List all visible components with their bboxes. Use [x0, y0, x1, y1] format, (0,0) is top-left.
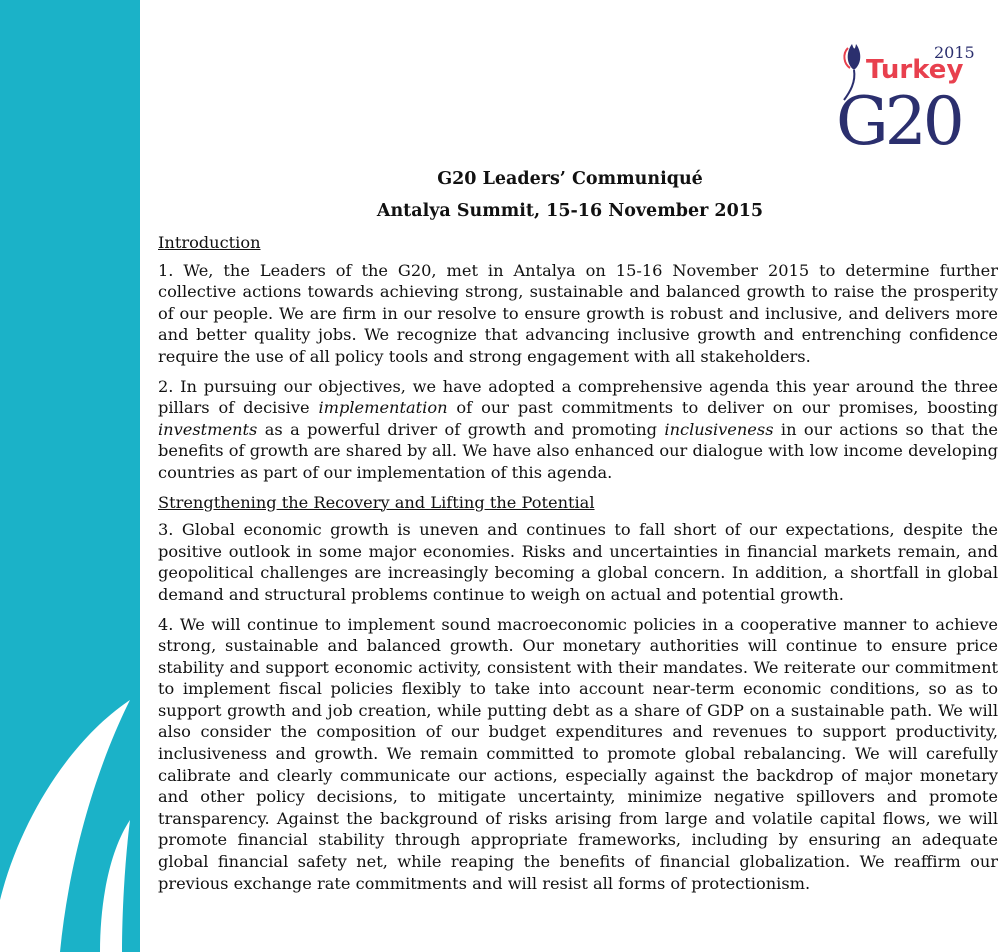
- document-body: [158, 232, 998, 902]
- section-heading-recovery: Strengthening the Recovery and Lifting the Potential: [158, 492, 595, 512]
- paragraph-1: 1. We, the Leaders of the G20, met in Antalya on 15-16 November 2015 to determine further collective actions towards achieving strong, sustainable and balanced growth to raise the prosperity of our people. We are firm in our resolve to ensure growth is robust and inclusive, and delivers more and better quality jobs. We recognize that advancing inclusive growth and entrenching confidence require the use of all policy tools and strong engagement with all stakeholders.: [158, 260, 998, 366]
- emphasis-investments: investments: [158, 419, 258, 439]
- document-subtitle: Antalya Summit, 15-16 November 2015: [376, 201, 764, 221]
- paragraph-4: 4. We will continue to implement sound macroeconomic policies in a cooperative manner to achieve strong, sustainable and balanced growth. Our monetary authorities will continue to ensure price stability and support economic activity, consistent with their mandates. We reiterate our commitment to implement fiscal policies flexibly to take into account near-term economic conditions, so as to support growth and job creation, while putting debt as a share of GDP on a sustainable path. We will also consider the composition of our budget expenditures and revenues to support productivity, inclusiveness and growth. We remain committed to promote global rebalancing. We will carefully calibrate and clearly communicate our actions, especially against the backdrop of major monetary and other policy decisions, to mitigate uncertainty, minimize negative spillovers and promote transparency. Against the background of risks arising from large and volatile capital flows, we will promote financial stability through appropriate frameworks, including by ensuring an adequate global financial safety net, while reaping the benefits of financial globalization. We reaffirm our previous exchange rate commitments and will resist all forms of protectionism.: [158, 614, 998, 893]
- emphasis-implementation: implementation: [318, 398, 448, 418]
- g20-turkey-2015-logo: [832, 34, 978, 154]
- logo-year: 2015: [934, 43, 975, 62]
- tulip-leaf-decoration-icon: [0, 0, 140, 952]
- logo-brand: G20: [836, 83, 961, 154]
- decorative-sidebar: [0, 0, 140, 952]
- section-heading-introduction: Introduction: [158, 233, 261, 252]
- logo-country: Turkey: [866, 55, 964, 85]
- document-title: G20 Leaders’ Communiqué: [437, 169, 703, 189]
- paragraph-2: 2. In pursuing our objectives, we have adopted a comprehensive agenda this year around the three pillars of decisive implementation of our past commitments to deliver on our promises, boosting investments as a powerful driver of growth and promoting inclusiveness in our actions so that the benefits of growth are shared by all. We have also enhanced our dialogue with low income developing countries as part of our implementation of this agenda.: [158, 376, 998, 482]
- paragraph-3: 3. Global economic growth is uneven and continues to fall short of our expectations, despite the positive outlook in some major economies. Risks and uncertainties in financial markets remain, and geopolitical challenges are increasingly becoming a global concern. In addition, a shortfall in global demand and structural problems continue to weigh on actual and potential growth.: [158, 520, 998, 604]
- emphasis-inclusiveness: inclusiveness: [664, 419, 774, 439]
